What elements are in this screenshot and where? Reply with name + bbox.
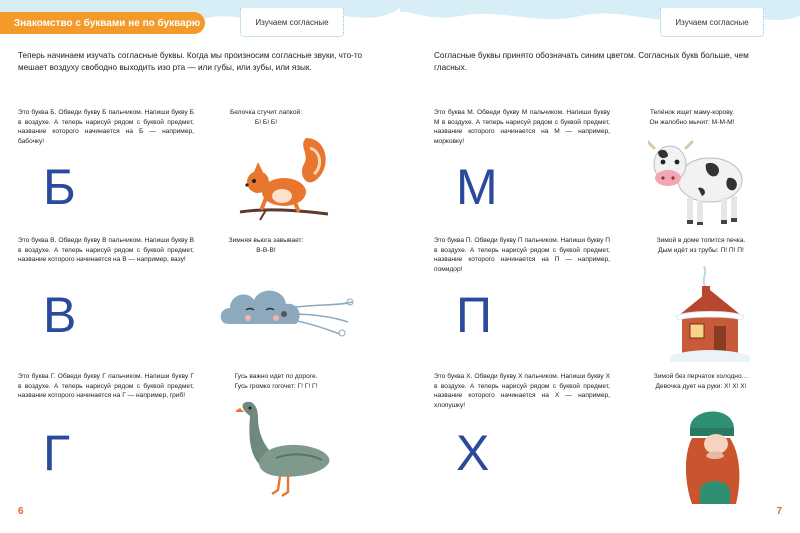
letter-h-description: Это буква Х. Обведи букву Х пальчиком. Напиши букву Х в воздухе. А теперь нарисуй рядом с буквой предмет, название которого начинается на Х — например, хлопушку!: [434, 373, 610, 409]
rhyme-line: Белочка стучит лапкой:: [229, 109, 303, 116]
squirrel-icon: [236, 128, 332, 222]
letter-p-rhyme: [636, 236, 766, 256]
letter-v: В: [43, 287, 77, 343]
page-number-right: 7: [776, 506, 782, 517]
rhyme-line: Гусь важно идет по дороге.: [234, 373, 318, 380]
goose-icon: [236, 400, 336, 500]
letter-g-description: Это буква Г. Обведи букву Г пальчиком. Напиши букву Г в воздухе. А теперь нарисуй рядом с буквой предмет, название которого начинается на Г — например, гриб!: [18, 373, 194, 399]
page-number-left: 6: [18, 506, 24, 517]
letter-g: Г: [43, 425, 71, 481]
snowy-house-icon: [670, 266, 750, 362]
rhyme-line: Девочка дует на руки: Х! Х! Х!: [655, 383, 747, 390]
rhyme-line: Зимой в доме топится печка.: [656, 237, 746, 244]
letter-g-rhyme: [216, 372, 336, 392]
intro-text: Согласные буквы принято обозначать синим цветом. Согласных букв больше, чем гласных.: [434, 51, 749, 72]
girl-in-hat-icon: [672, 398, 752, 504]
blowing-cloud-icon: [218, 280, 358, 338]
rhyme-line: Гусь громко гогочет: Г! Г! Г!: [234, 383, 318, 390]
rhyme-line: Зимняя вьюга завывает:: [228, 237, 304, 244]
letter-v-rhyme: [216, 236, 316, 256]
letter-p: П: [456, 287, 492, 343]
letter-b-description: Это буква Б. Обведи букву Б пальчиком. Напиши букву Б в воздухе. А теперь нарисуй рядом с буквой предмет, название которого начинается на Б — например, бабочку!: [18, 109, 194, 145]
rhyme-line: Телёнок ищет маму-корову.: [649, 109, 735, 116]
letter-v-description: Это буква В. Обведи букву В пальчиком. Напиши букву В в воздухе. А теперь нарисуй рядом с буквой предмет, название которого начинается на В — например, вазу!: [18, 237, 194, 263]
right-page: [400, 0, 800, 533]
rhyme-line: Б! Б! Б!: [254, 119, 278, 126]
rhyme-line: В-В-В!: [256, 247, 276, 254]
letter-m-rhyme: [636, 108, 748, 128]
rhyme-line: Он жалобно мычит: М-М-М!: [649, 119, 735, 126]
letter-p-description: Это буква П. Обведи букву П пальчиком. Напиши букву П в воздухе. А теперь нарисуй рядом с буквой предмет, название которого начинается на П — например, помидор!: [434, 237, 610, 273]
letter-h: Х: [456, 425, 490, 481]
rhyme-line: Зимой без перчаток холодно…: [653, 373, 749, 380]
chapter-title-badge: Знакомство с буквами не по букварю: [0, 12, 205, 34]
intro-text: Теперь начинаем изучать согласные буквы. Когда мы произносим согласные звуки, что-то мешает воздуху свободно выходить изо рта — или губы, или зубы, или язык.: [18, 51, 363, 72]
letter-b: Б: [43, 159, 76, 215]
section-tab-right: Изучаем согласные: [660, 8, 764, 37]
section-tab-left: Изучаем согласные: [240, 8, 344, 37]
cow-icon: [648, 134, 748, 226]
letter-m-description: Это буква М. Обведи букву М пальчиком. Напиши букву М в воздухе. А теперь нарисуй рядом с буквой предмет, название которого начинается на М — например, морковку!: [434, 109, 610, 145]
letter-b-rhyme: [216, 108, 316, 128]
rhyme-line: Дым идёт из трубы: П! П! П!: [658, 247, 744, 254]
letter-m: М: [456, 159, 498, 215]
letter-h-rhyme: [636, 372, 766, 392]
